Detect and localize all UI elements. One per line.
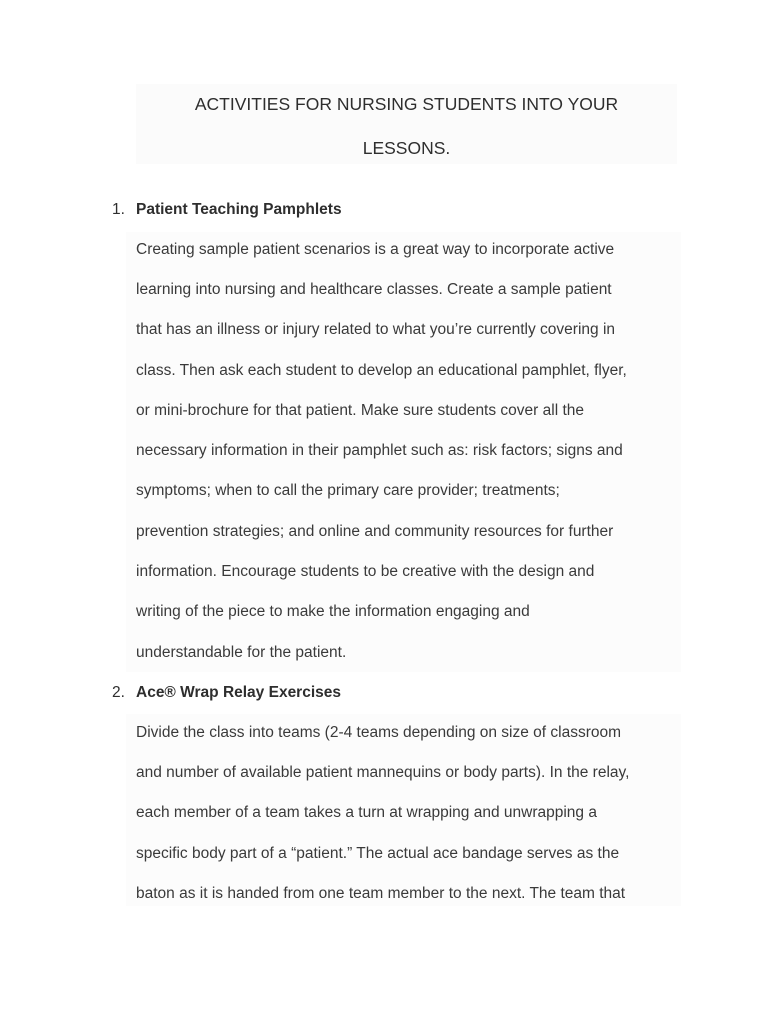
document-title-block — [136, 84, 677, 164]
list-item-number: 1. — [112, 201, 125, 218]
list-item-number: 2. — [112, 684, 125, 701]
paragraph-line: understandable for the patient. — [136, 644, 347, 661]
paragraph-line: writing of the piece to make the information engaging and — [136, 603, 530, 620]
paragraph-line: that has an illness or injury related to what you’re currently covering in — [136, 321, 616, 338]
paragraph-line: information. Encourage students to be creative with the design and — [136, 563, 595, 580]
paragraph-line: baton as it is handed from one team member to the next. The team that — [136, 885, 626, 902]
list-item-heading: Ace® Wrap Relay Exercises — [136, 684, 342, 701]
paragraph-line: Divide the class into teams (2-4 teams depending on size of classroom — [136, 724, 622, 741]
paragraph-line: necessary information in their pamphlet such as: risk factors; signs and — [136, 442, 623, 459]
paragraph-line: each member of a team takes a turn at wrapping and unwrapping a — [136, 804, 597, 821]
paragraph-line: class. Then ask each student to develop an educational pamphlet, flyer, — [136, 362, 627, 379]
paragraph-line: prevention strategies; and online and community resources for further — [136, 523, 614, 540]
paragraph-line: or mini-brochure for that patient. Make sure students cover all the — [136, 402, 584, 419]
list-item-heading: Patient Teaching Pamphlets — [136, 201, 342, 218]
list-item-paragraph — [126, 714, 681, 906]
document-title-line: LESSONS. — [362, 138, 451, 158]
list-item-paragraph — [126, 232, 681, 672]
paragraph-line: learning into nursing and healthcare classes. Create a sample patient — [136, 281, 612, 298]
paragraph-line: symptoms; when to call the primary care provider; treatments; — [136, 482, 560, 499]
paragraph-line: and number of available patient mannequins or body parts). In the relay, — [136, 764, 630, 781]
paragraph-line: Creating sample patient scenarios is a great way to incorporate active — [136, 241, 615, 258]
document-title-line: ACTIVITIES FOR NURSING STUDENTS INTO YOUR — [194, 94, 619, 114]
paragraph-line: specific body part of a “patient.” The actual ace bandage serves as the — [136, 845, 620, 862]
